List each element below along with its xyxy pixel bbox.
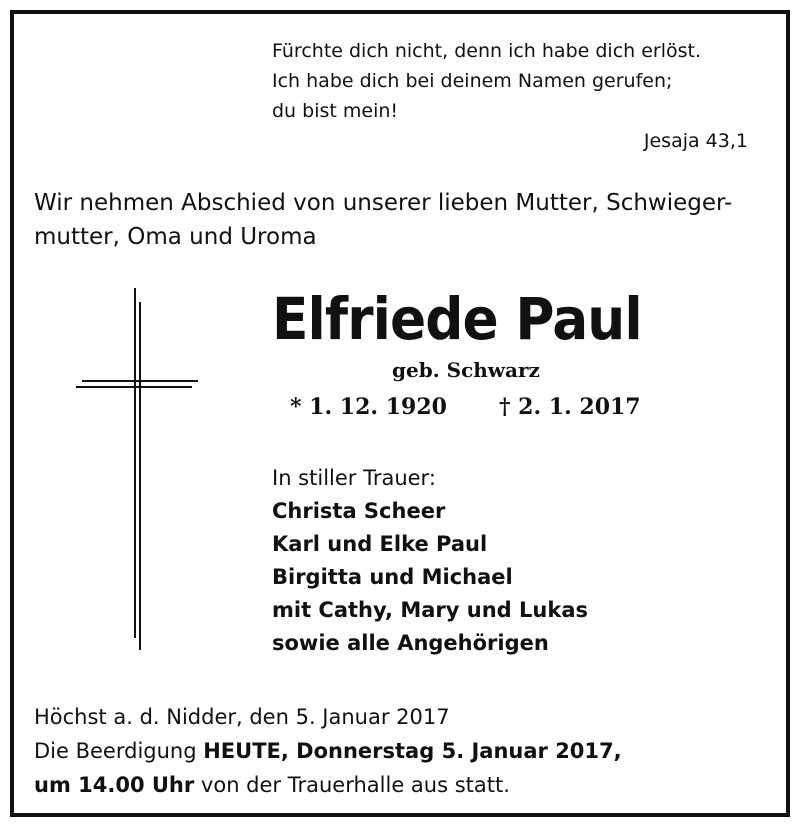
burial-location: von der Trauerhalle aus statt. [194, 773, 510, 797]
mourner-name: Christa Scheer [272, 499, 446, 523]
mourners-heading: In stiller Trauer: [272, 466, 436, 490]
maiden-name: geb. Schwarz [392, 358, 540, 382]
mourner-name: mit Cathy, Mary und Lukas [272, 598, 588, 622]
footer-notice [34, 700, 622, 802]
verse-line: Ich habe dich bei deinem Namen gerufen; [272, 70, 673, 92]
verse-line: Fürchte dich nicht, denn ich habe dich erlöst. [272, 40, 702, 62]
burial-line [34, 734, 622, 768]
deceased-name: Elfriede Paul [272, 285, 642, 353]
life-dates [290, 394, 641, 420]
death-date: † 2. 1. 2017 [498, 394, 641, 420]
mourners-block [272, 462, 588, 660]
mourner-name: sowie alle Angehörigen [272, 631, 549, 655]
mourner-name: Birgitta und Michael [272, 565, 513, 589]
verse-line: du bist mein! [272, 100, 399, 122]
intro-text: Wir nehmen Abschied von unserer lieben Mutter, Schwieger-mutter, Oma und Uroma [34, 190, 733, 250]
cross-icon [72, 288, 212, 654]
burial-prefix: Die Beerdigung [34, 739, 204, 763]
mourner-name: Karl und Elke Paul [272, 532, 488, 556]
bible-verse [272, 36, 701, 126]
verse-reference: Jesaja 43,1 [643, 130, 748, 152]
birth-date: * 1. 12. 1920 [290, 394, 447, 420]
burial-date: HEUTE, Donnerstag 5. Januar 2017, [203, 739, 622, 763]
obituary-frame [10, 10, 790, 817]
burial-time-line [34, 768, 622, 802]
burial-time: um 14.00 Uhr [34, 773, 195, 797]
place-date: Höchst a. d. Nidder, den 5. Januar 2017 [34, 705, 450, 729]
